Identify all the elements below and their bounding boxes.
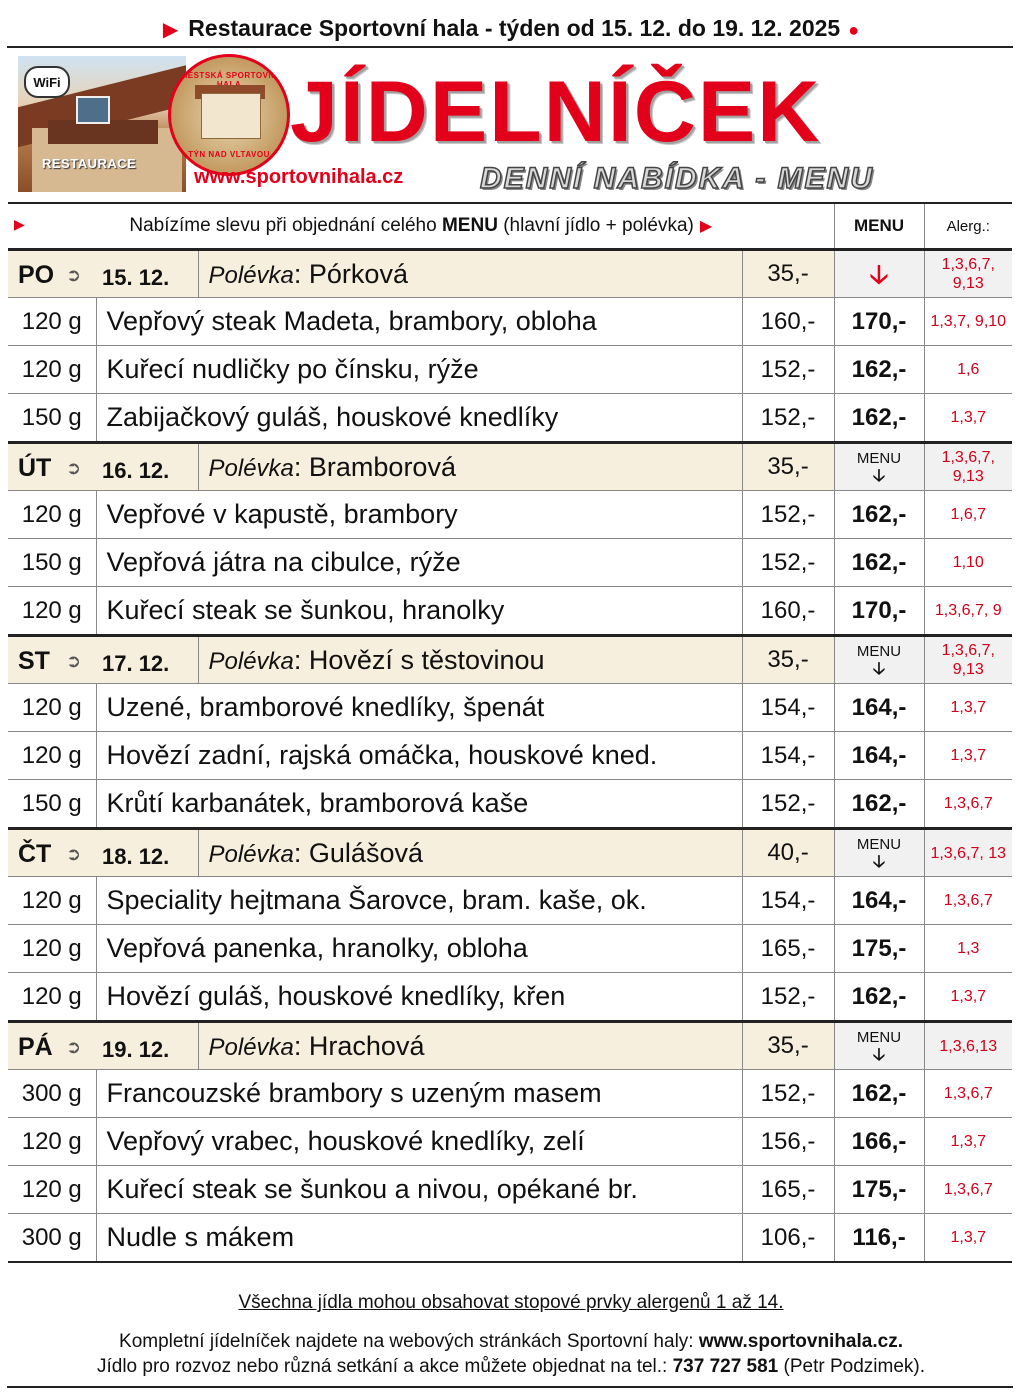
discount-text-post: (hlavní jídlo + polévka) <box>497 215 694 236</box>
restaurant-photo <box>18 56 186 192</box>
footer-phone-pre: Jídlo pro rozvoz nebo různá setkání a akce můžete objednat na tel.: <box>96 1356 673 1377</box>
dish-allergens: 1,6,7 <box>924 491 1012 539</box>
soup-cell: Polévka: Hovězí s těstovinou <box>198 636 742 684</box>
soup-price: 35,- <box>742 250 834 298</box>
soup-allergens: 1,3,6,7, 9,13 <box>924 250 1012 298</box>
dish-row <box>8 973 1012 1022</box>
dish-row <box>8 684 1012 732</box>
arrow-down-icon: 🡣 <box>872 1045 886 1064</box>
dish-allergens: 1,3,7 <box>924 684 1012 732</box>
dish-weight: 120 g <box>8 973 96 1022</box>
dish-allergens: 1,3,7 <box>924 394 1012 443</box>
menu-table <box>8 202 1012 1263</box>
dish-weight: 120 g <box>8 1166 96 1214</box>
day-name: ČT <box>18 840 52 868</box>
dish-menu-price: 162,- <box>834 539 924 587</box>
dish-price: 152,- <box>742 1070 834 1118</box>
dish-name: Kuřecí nudličky po čínsku, rýže <box>96 346 742 394</box>
triangle-right-icon: ▶ <box>699 218 713 235</box>
menu-indicator <box>834 1022 924 1070</box>
arrow-down-icon: 🡣 <box>869 258 889 289</box>
menu-indicator <box>834 829 924 877</box>
dish-price: 160,- <box>742 298 834 346</box>
dish-weight: 120 g <box>8 684 96 732</box>
dish-allergens: 1,3,7 <box>924 973 1012 1022</box>
dish-name: Vepřový steak Madeta, brambory, obloha <box>96 298 742 346</box>
dish-allergens: 1,3,7 <box>924 1214 1012 1263</box>
footer-phone-post: (Petr Podzimek). <box>778 1356 926 1377</box>
soup-name: Pórková <box>308 258 408 289</box>
dish-allergens: 1,6 <box>924 346 1012 394</box>
dish-menu-price: 164,- <box>834 877 924 925</box>
soup-cell: Polévka: Gulášová <box>198 829 742 877</box>
soup-label: Polévka <box>208 261 294 289</box>
dish-name: Vepřová játra na cibulce, rýže <box>96 539 742 587</box>
day-date: 17. 12. <box>102 651 170 676</box>
dish-row <box>8 877 1012 925</box>
dish-name: Kuřecí steak se šunkou a nivou, opékané br. <box>96 1166 742 1214</box>
dish-weight: 120 g <box>8 298 96 346</box>
dish-price: 154,- <box>742 877 834 925</box>
footer-line-website <box>0 1331 1022 1353</box>
page-subtitle: DENNÍ NABÍDKA - MENU <box>480 162 874 195</box>
dish-row <box>8 587 1012 636</box>
day-row <box>8 250 1012 298</box>
dish-price: 154,- <box>742 684 834 732</box>
arrow-down-icon: 🡣 <box>872 659 886 678</box>
dish-row <box>8 539 1012 587</box>
dish-menu-price: 162,- <box>834 346 924 394</box>
dish-allergens: 1,3,6,7 <box>924 1166 1012 1214</box>
soup-allergens: 1,3,6,7, 9,13 <box>924 636 1012 684</box>
soup-name: Hrachová <box>308 1030 425 1061</box>
dish-menu-price: 162,- <box>834 491 924 539</box>
dish-weight: 120 g <box>8 346 96 394</box>
dish-weight: 150 g <box>8 539 96 587</box>
dish-allergens: 1,3,6,7 <box>924 1070 1012 1118</box>
dish-weight: 300 g <box>8 1214 96 1263</box>
dish-price: 152,- <box>742 780 834 829</box>
circle-arrow-icon: ➲ <box>66 458 82 478</box>
soup-name: Bramborová <box>308 451 456 482</box>
dish-name: Krůtí karbanátek, bramborová kaše <box>96 780 742 829</box>
menu-indicator-label: MENU <box>856 450 902 467</box>
dish-row <box>8 1166 1012 1214</box>
dish-name: Zabijačkový guláš, houskové knedlíky <box>96 394 742 443</box>
circle-arrow-icon: ➲ <box>66 844 82 864</box>
dish-price: 106,- <box>742 1214 834 1263</box>
dish-menu-price: 170,- <box>834 587 924 636</box>
dish-weight: 150 g <box>8 780 96 829</box>
dish-name: Vepřové v kapustě, brambory <box>96 491 742 539</box>
dish-weight: 120 g <box>8 732 96 780</box>
circle-arrow-icon: ➲ <box>66 265 82 285</box>
dish-weight: 120 g <box>8 1118 96 1166</box>
dish-weight: 120 g <box>8 587 96 636</box>
top-bar <box>0 10 1022 46</box>
dish-price: 160,- <box>742 587 834 636</box>
dish-menu-price: 164,- <box>834 732 924 780</box>
dish-weight: 120 g <box>8 491 96 539</box>
dish-name: Vepřový vrabec, houskové knedlíky, zelí <box>96 1118 742 1166</box>
day-row <box>8 1022 1012 1070</box>
menu-indicator-label: MENU <box>856 643 902 660</box>
footer-website-link[interactable]: www.sportovnihala.cz. <box>698 1331 903 1352</box>
menu-indicator <box>834 443 924 491</box>
dish-price: 152,- <box>742 346 834 394</box>
dish-menu-price: 162,- <box>834 394 924 443</box>
arrow-down-icon: 🡣 <box>872 466 886 485</box>
soup-cell: Polévka: Hrachová <box>198 1022 742 1070</box>
circle-arrow-icon: ➲ <box>66 1037 82 1057</box>
dish-name: Francouzské brambory s uzeným masem <box>96 1070 742 1118</box>
soup-cell: Polévka: Pórková <box>198 250 742 298</box>
soup-price: 40,- <box>742 829 834 877</box>
dish-name: Hovězí zadní, rajská omáčka, houskové kned. <box>96 732 742 780</box>
soup-label: Polévka <box>208 840 294 868</box>
dish-name: Kuřecí steak se šunkou, hranolky <box>96 587 742 636</box>
soup-cell: Polévka: Bramborová <box>198 443 742 491</box>
dish-price: 152,- <box>742 973 834 1022</box>
dish-menu-price: 175,- <box>834 925 924 973</box>
page-header <box>18 54 1004 196</box>
badge-top-text: MĚSTSKÁ SPORTOVNÍ <box>180 71 278 80</box>
dish-price: 152,- <box>742 539 834 587</box>
menu-indicator-label: MENU <box>856 1029 902 1046</box>
dish-name: Vepřová panenka, hranolky, obloha <box>96 925 742 973</box>
day-cell <box>8 250 198 298</box>
menu-indicator <box>834 636 924 684</box>
dish-price: 165,- <box>742 925 834 973</box>
dish-allergens: 1,10 <box>924 539 1012 587</box>
bullet-dot-icon: ● <box>848 20 860 40</box>
sports-hall-badge <box>168 54 290 176</box>
allergen-column-header: Alerg.: <box>924 203 1012 250</box>
soup-allergens: 1,3,6,7, 13 <box>924 829 1012 877</box>
top-divider <box>7 46 1013 48</box>
top-bar-text: Restaurace Sportovní hala - týden od 15. 12. do 19. 12. 2025 <box>188 15 841 41</box>
day-date: 19. 12. <box>102 1037 170 1062</box>
circle-arrow-icon: ➲ <box>66 651 82 671</box>
dish-menu-price: 170,- <box>834 298 924 346</box>
dish-allergens: 1,3 <box>924 925 1012 973</box>
dish-row <box>8 394 1012 443</box>
dish-allergens: 1,3,7 <box>924 732 1012 780</box>
dish-price: 152,- <box>742 394 834 443</box>
photo-sign: RESTAURACE <box>42 156 137 171</box>
dish-row <box>8 1214 1012 1263</box>
menu-indicator <box>834 250 924 298</box>
dish-row <box>8 298 1012 346</box>
dish-name: Nudle s mákem <box>96 1214 742 1263</box>
day-row <box>8 443 1012 491</box>
bottom-divider <box>7 1386 1013 1388</box>
website-link[interactable]: www.sportovnihala.cz <box>194 166 404 188</box>
soup-name: Hovězí s těstovinou <box>308 644 545 675</box>
dish-price: 165,- <box>742 1166 834 1214</box>
soup-price: 35,- <box>742 636 834 684</box>
day-date: 15. 12. <box>102 265 170 290</box>
triangle-right-icon: ▶ <box>14 216 25 232</box>
dish-row <box>8 1118 1012 1166</box>
dish-weight: 120 g <box>8 877 96 925</box>
allergen-note: Všechna jídla mohou obsahovat stopové prvky alergenů 1 až 14. <box>238 1292 784 1313</box>
soup-label: Polévka <box>208 1033 294 1061</box>
footer-line-phone <box>0 1356 1022 1378</box>
dish-weight: 150 g <box>8 394 96 443</box>
dish-menu-price: 175,- <box>834 1166 924 1214</box>
dish-row <box>8 925 1012 973</box>
day-cell <box>8 443 198 491</box>
dish-weight: 120 g <box>8 925 96 973</box>
page-title: JÍDELNÍČEK <box>290 64 822 160</box>
triangle-right-icon: ▶ <box>162 19 179 41</box>
dish-allergens: 1,3,6,7 <box>924 780 1012 829</box>
day-date: 18. 12. <box>102 844 170 869</box>
footer-website-pre: Kompletní jídelníček najdete na webových stránkách Sportovní haly: <box>119 1331 699 1352</box>
dish-price: 154,- <box>742 732 834 780</box>
dish-menu-price: 116,- <box>834 1214 924 1263</box>
dish-allergens: 1,3,6,7 <box>924 877 1012 925</box>
soup-name: Gulášová <box>308 837 423 868</box>
dish-name: Hovězí guláš, houskové knedlíky, křen <box>96 973 742 1022</box>
discount-message <box>8 203 834 250</box>
soup-allergens: 1,3,6,7, 9,13 <box>924 443 1012 491</box>
dish-weight: 300 g <box>8 1070 96 1118</box>
day-name: ST <box>18 647 50 675</box>
dish-row <box>8 1070 1012 1118</box>
dish-allergens: 1,3,7, 9,10 <box>924 298 1012 346</box>
day-date: 16. 12. <box>102 458 170 483</box>
dish-row <box>8 491 1012 539</box>
soup-price: 35,- <box>742 1022 834 1070</box>
day-name: ÚT <box>18 454 52 482</box>
dish-menu-price: 162,- <box>834 1070 924 1118</box>
day-cell <box>8 636 198 684</box>
dish-row <box>8 732 1012 780</box>
wifi-icon: WiFi <box>24 66 70 98</box>
day-name: PO <box>18 261 55 289</box>
discount-text-bold: MENU <box>441 215 498 236</box>
menu-indicator-label: MENU <box>856 836 902 853</box>
day-row <box>8 636 1012 684</box>
dish-menu-price: 164,- <box>834 684 924 732</box>
soup-label: Polévka <box>208 647 294 675</box>
soup-label: Polévka <box>208 454 294 482</box>
day-name: PÁ <box>18 1033 53 1061</box>
dish-name: Speciality hejtmana Šarovce, bram. kaše, ok. <box>96 877 742 925</box>
day-cell <box>8 829 198 877</box>
table-header-row <box>8 203 1012 250</box>
dish-row <box>8 780 1012 829</box>
dish-menu-price: 166,- <box>834 1118 924 1166</box>
dish-menu-price: 162,- <box>834 973 924 1022</box>
arrow-down-icon: 🡣 <box>872 852 886 871</box>
discount-text-pre: Nabízíme slevu při objednání celého <box>129 215 442 236</box>
dish-name: Uzené, bramborové knedlíky, špenát <box>96 684 742 732</box>
dish-price: 152,- <box>742 491 834 539</box>
dish-price: 156,- <box>742 1118 834 1166</box>
dish-row <box>8 346 1012 394</box>
badge-bottom-text: TÝN NAD VLTAVOU <box>188 150 270 159</box>
soup-allergens: 1,3,6,13 <box>924 1022 1012 1070</box>
dish-allergens: 1,3,6,7, 9 <box>924 587 1012 636</box>
day-cell <box>8 1022 198 1070</box>
footer-phone-number[interactable]: 737 727 581 <box>672 1356 779 1377</box>
day-row <box>8 829 1012 877</box>
dish-menu-price: 162,- <box>834 780 924 829</box>
soup-price: 35,- <box>742 443 834 491</box>
menu-column-header: MENU <box>834 203 924 250</box>
dish-allergens: 1,3,7 <box>924 1118 1012 1166</box>
